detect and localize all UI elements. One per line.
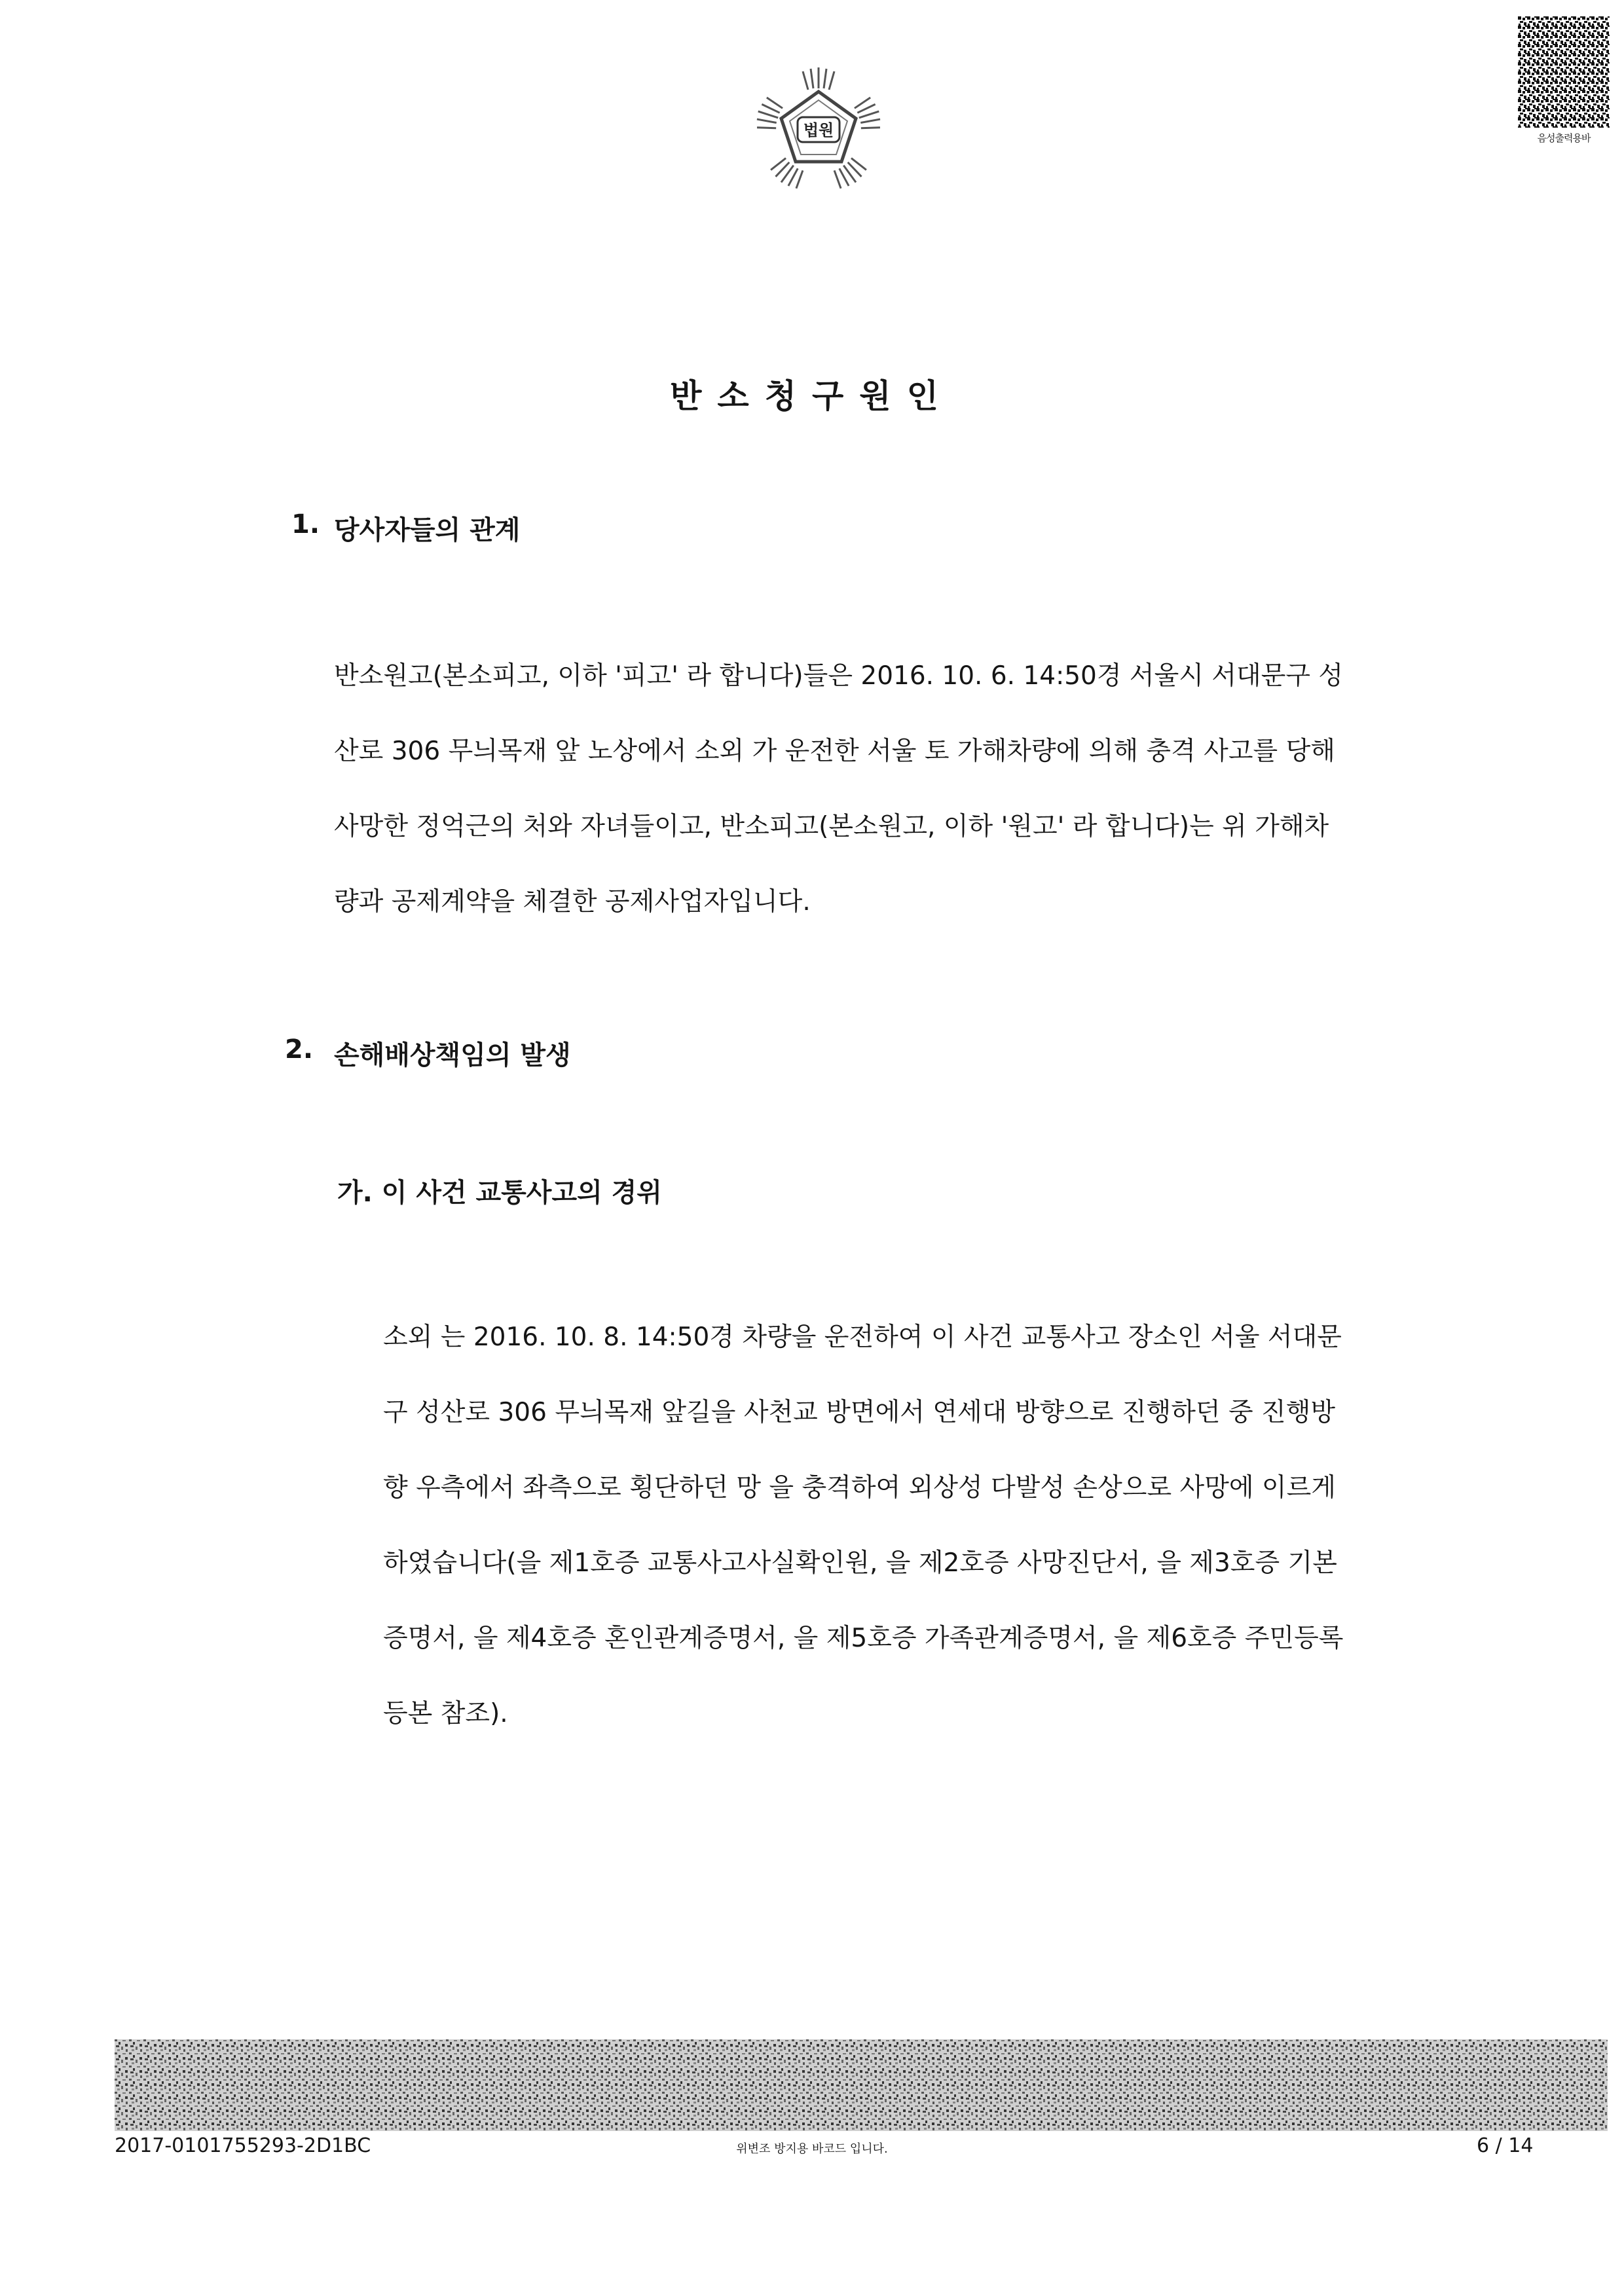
svg-text:법원: 법원: [803, 121, 834, 139]
qr-code: [1518, 16, 1610, 128]
qr-label: 음성출력용바: [1537, 132, 1591, 144]
section-2-number: 2.: [285, 1034, 314, 1065]
section-1-number: 1.: [291, 509, 320, 539]
court-emblem-logo: [753, 62, 884, 193]
document-id: 2017-0101755293-2D1BC: [115, 2134, 371, 2157]
document-title: 반소청구원인: [670, 377, 954, 415]
subsection-body: 소외 는 2016. 10. 8. 14:50경 차량을 운전하여 이 사건 교통사고 장소인 서울 서대문구 성산로 306 무늬목재 앞길을 사천교 방면에서 연세대 방향으로 진행하던 중 진행방향 우측에서 좌측으로 횡단하던 망 을 충격하여 외상성 다발성 손상으로 사망에 이르게 하였습니다(을 제1호증 교통사고사실확인원, 을 제2호증 사망진단서, 을 제3호증 기본증명서, 을 제4호증 혼인관계증명서, 을 제5호증 가족관계증명서, 을 제6호증 주민등록등본 참조).: [383, 1322, 1344, 1728]
section-1-title: 당사자들의 관계: [334, 515, 521, 545]
barcode-note: 위변조 방지용 바코드 입니다.: [736, 2142, 888, 2156]
anti-forgery-barcode: [115, 2039, 1608, 2131]
section-1-body: 반소원고(본소피고, 이하 '피고' 라 합니다)들은 2016. 10. 6. 14:50경 서울시 서대문구 성산로 306 무늬목재 앞 노상에서 소외 가 운전한 서울 토 가해차량에 의해 충격 사고를 당해 사망한 정억근의 처와 자녀들이고, 반소피고(본소원고, 이하 '원고' 라 합니다)는 위 가해차량과 공제계약을 체결한 공제사업자입니다.: [334, 661, 1344, 917]
subsection-title: 가. 이 사건 교통사고의 경위: [337, 1178, 662, 1208]
section-2-title: 손해배상책임의 발생: [334, 1040, 571, 1070]
page-number: 6 / 14: [1477, 2134, 1534, 2157]
